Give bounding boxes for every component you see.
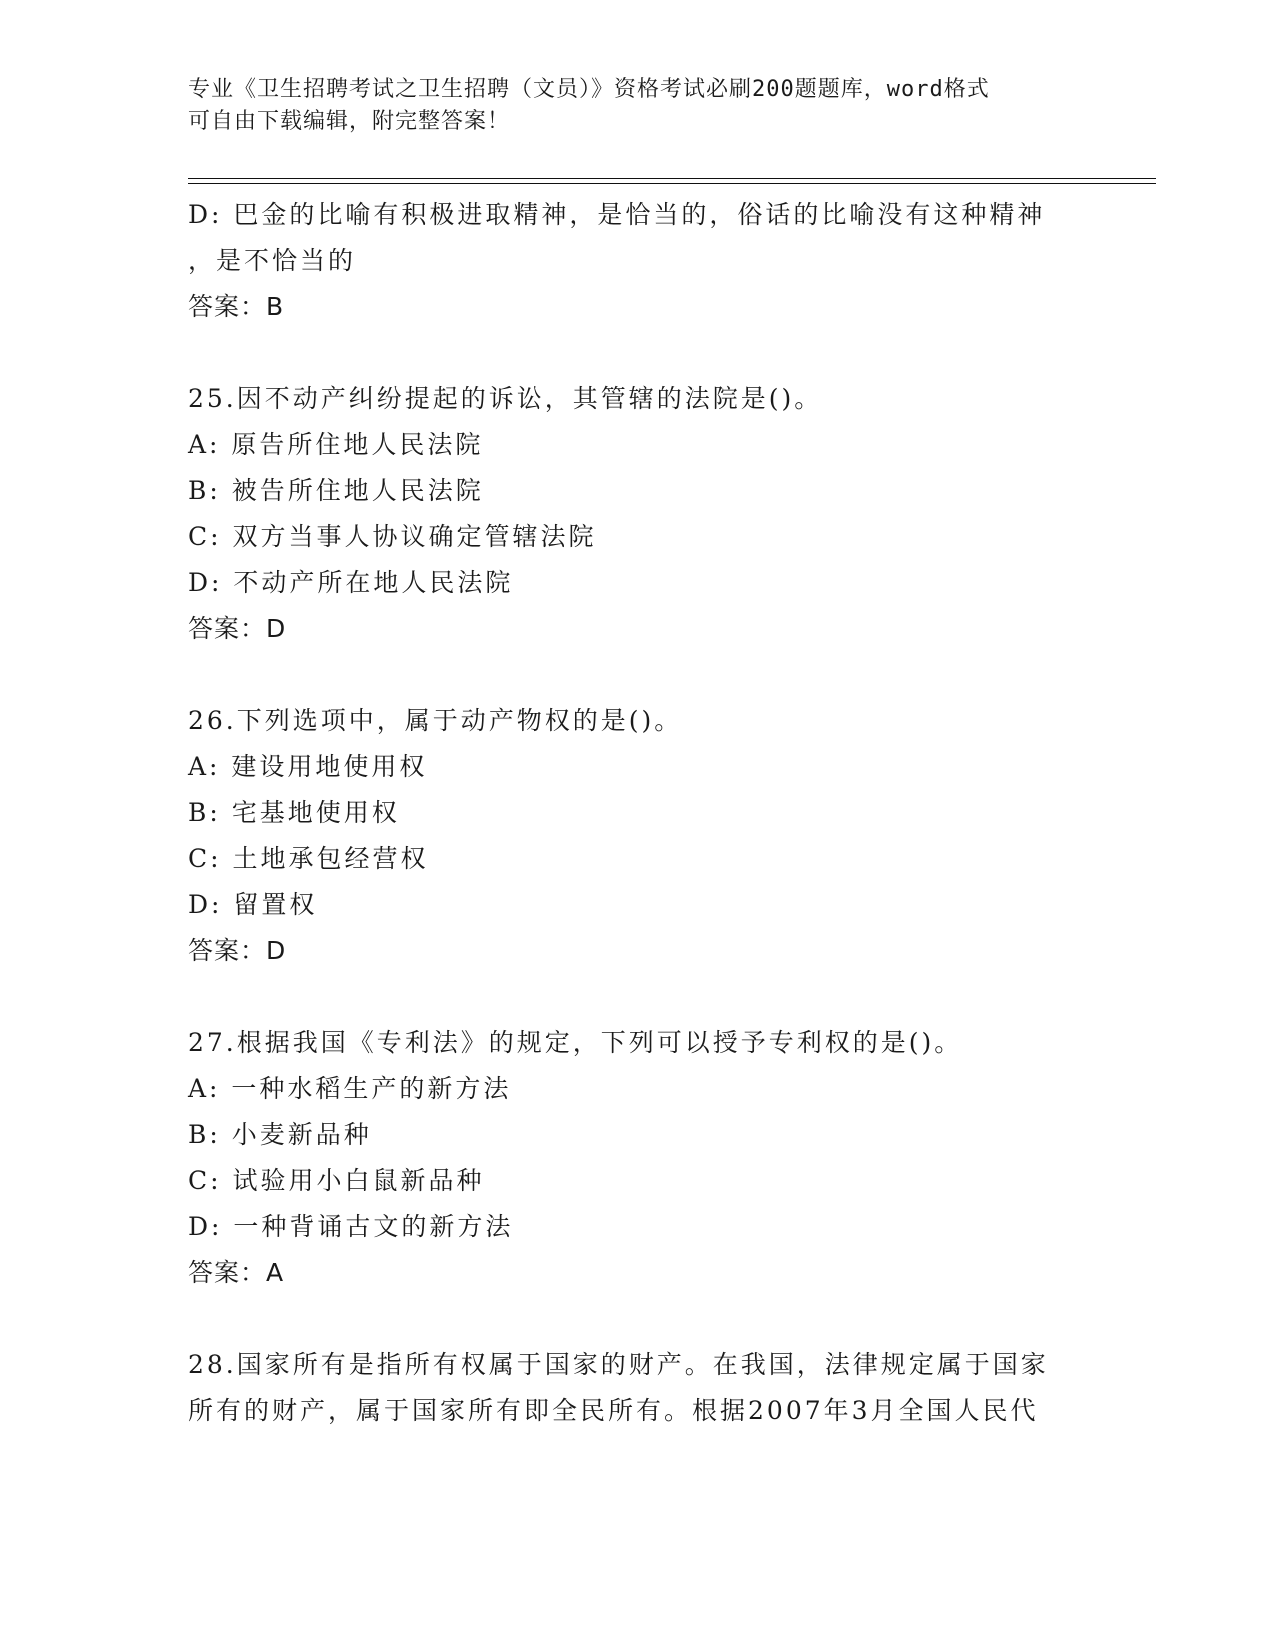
option-b: B: 被告所住地人民法院 [188,476,484,505]
question-26 [188,698,1088,974]
spacer [188,652,1088,698]
header-line-2: 可自由下载编辑，附完整答案！ [188,109,511,134]
spacer [188,330,1088,376]
option-a: A: 建设用地使用权 [188,752,428,781]
header-line-1: 专业《卫生招聘考试之卫生招聘（文员）》资格考试必刷200题题库，word格式 [188,77,990,102]
spacer [188,974,1088,1020]
answer: 答案：D [188,614,287,643]
question-25 [188,376,1088,652]
answer: 答案：B [188,292,285,321]
previous-question-tail [188,192,1088,330]
spacer [188,1296,1088,1342]
header-divider-top [188,178,1156,179]
question-stem: 27.根据我国《专利法》的规定，下列可以授予专利权的是()。 [188,1028,963,1057]
question-27 [188,1020,1088,1296]
question-stem: 25.因不动产纠纷提起的诉讼，其管辖的法院是()。 [188,384,823,413]
option-c: C: 试验用小白鼠新品种 [188,1166,485,1195]
option-b: B: 宅基地使用权 [188,798,400,827]
option-c: C: 双方当事人协议确定管辖法院 [188,522,597,551]
question-stem-continued: 所有的财产，属于国家所有即全民所有。根据2007年3月全国人民代 [188,1396,1039,1425]
header-divider-bottom [188,183,1156,184]
option-b: B: 小麦新品种 [188,1120,372,1149]
answer: 答案：A [188,1258,285,1287]
option-d: D: 巴金的比喻有积极进取精神，是恰当的，俗话的比喻没有这种精神 [188,200,1046,229]
option-d: D: 一种背诵古文的新方法 [188,1212,514,1241]
document-header [188,74,1088,138]
answer: 答案：D [188,936,287,965]
question-stem: 26.下列选项中，属于动产物权的是()。 [188,706,683,735]
question-stem: 28.国家所有是指所有权属于国家的财产。在我国，法律规定属于国家 [188,1350,1049,1379]
option-d: D: 不动产所在地人民法院 [188,568,514,597]
option-c: C: 土地承包经营权 [188,844,429,873]
option-d: D: 留置权 [188,890,318,919]
option-d-continued: ，是不恰当的 [188,246,357,275]
option-a: A: 原告所住地人民法院 [188,430,484,459]
option-a: A: 一种水稻生产的新方法 [188,1074,512,1103]
question-content [188,192,1088,1434]
question-28 [188,1342,1088,1434]
